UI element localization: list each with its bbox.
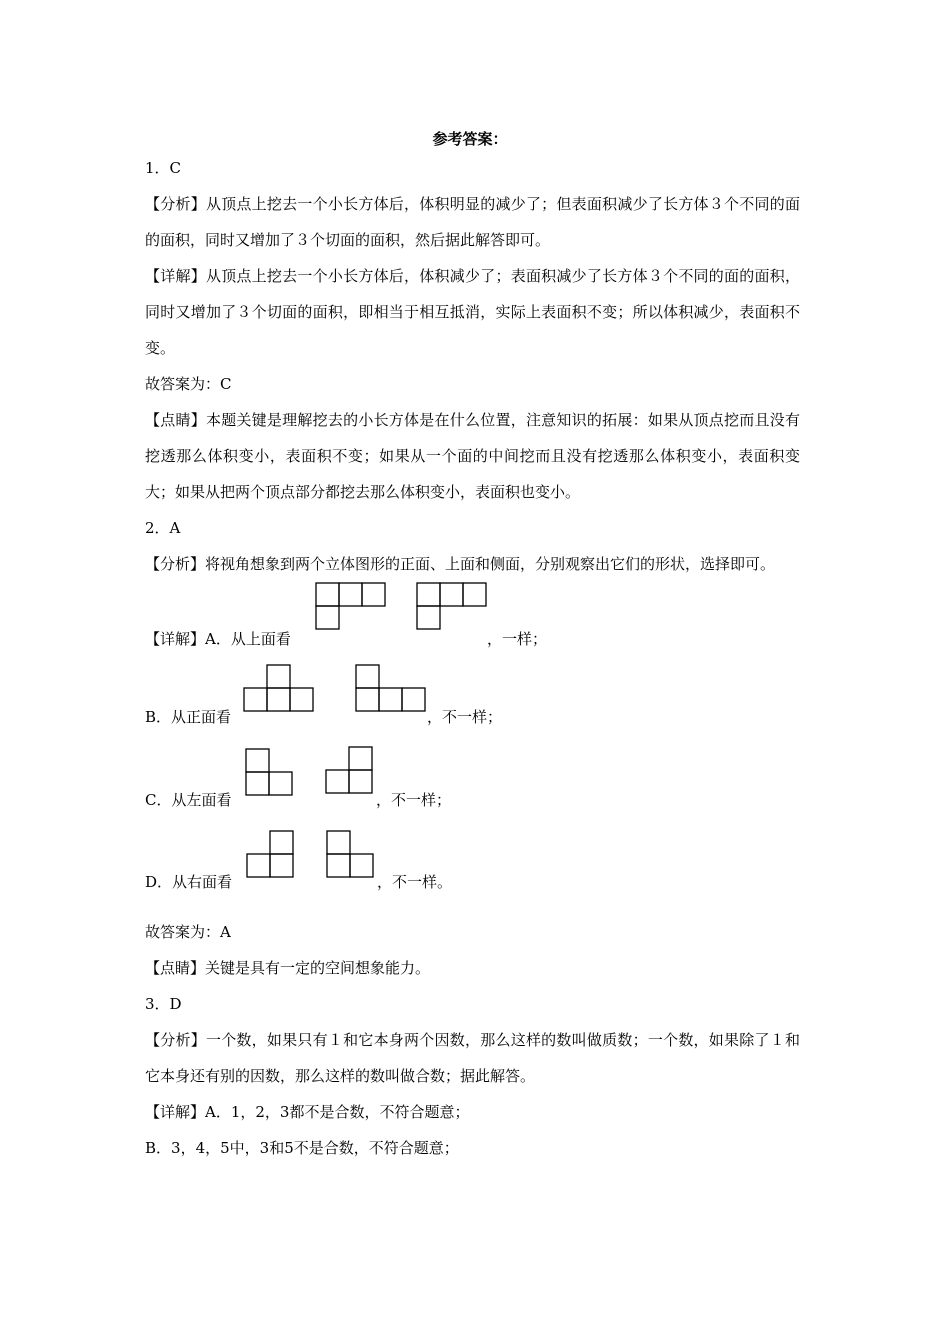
- q2-row-b-suffix: ，不一样；: [427, 708, 503, 726]
- q2-row-c-suffix: ，不一样；: [376, 791, 452, 809]
- left-view-figure-2: [325, 746, 375, 796]
- top-view-figure-1: [315, 582, 387, 634]
- q2-row-b-prefix: B．从正面看: [145, 708, 232, 726]
- q3-analysis: 【分析】一个数，如果只有１和它本身两个因数，那么这样的数叫做质数；一个数，如果除了１和它本身还有别的因数，那么这样的数叫做合数；据此解答。: [145, 1031, 800, 1085]
- q2-row-d: [145, 828, 800, 914]
- q2-comment: 【点睛】关键是具有一定的空间想象能力。: [145, 959, 431, 977]
- q3-detail-b: B．3，4，5中，3和5不是合数，不符合题意；: [145, 1139, 459, 1157]
- q2-row-a-suffix: ，一样；: [487, 630, 548, 648]
- q3-number: 3．D: [145, 995, 182, 1013]
- front-view-figure-2: [355, 664, 427, 714]
- q2-number: 2．A: [145, 519, 181, 537]
- q2-analysis: 【分析】将视角想象到两个立体图形的正面、上面和侧面，分别观察出它们的形状，选择即可。: [145, 555, 776, 573]
- front-view-figure-1: [243, 664, 315, 714]
- q1-answer: 故答案为：C: [145, 375, 232, 393]
- q1-number: 1．C: [145, 159, 182, 177]
- q2-row-a: [145, 582, 800, 664]
- q2-answer: 故答案为：A: [145, 923, 231, 941]
- q1-comment: 【点睛】本题关键是理解挖去的小长方体是在什么位置，注意知识的拓展：如果从顶点挖而且没有挖透那么体积变小，表面积不变；如果从一个面的中间挖而且没有挖透那么体积变小，表面积变大；如果从把两个顶点部分都挖去那么体积变小，表面积也变小。: [145, 411, 800, 501]
- q2-row-c: [145, 746, 800, 828]
- left-view-figure-1: [245, 748, 295, 798]
- q2-row-a-prefix: 【详解】A．从上面看: [145, 630, 291, 648]
- top-view-figure-2: [416, 582, 488, 634]
- q2-row-b: [145, 664, 800, 746]
- answer-content: [145, 150, 800, 1166]
- q2-row-d-suffix: ，不一样。: [377, 873, 453, 891]
- q2-row-d-prefix: D．从右面看: [145, 873, 233, 891]
- page-title: 参考答案：: [432, 130, 508, 148]
- right-view-figure-2: [326, 830, 376, 880]
- q1-detail: 【详解】从顶点上挖去一个小长方体后，体积减少了；表面积减少了长方体３个不同的面的面积，同时又增加了３个切面的面积，即相当于相互抵消，实际上表面积不变；所以体积减少，表面积不变。: [145, 267, 800, 357]
- q3-detail-a: 【详解】A．1，2，3都不是合数，不符合题意；: [145, 1103, 470, 1121]
- right-view-figure-1: [246, 830, 296, 880]
- q2-row-c-prefix: C．从左面看: [145, 791, 232, 809]
- q1-analysis: 【分析】从顶点上挖去一个小长方体后，体积明显的减少了；但表面积减少了长方体３个不同的面的面积，同时又增加了３个切面的面积，然后据此解答即可。: [145, 195, 800, 249]
